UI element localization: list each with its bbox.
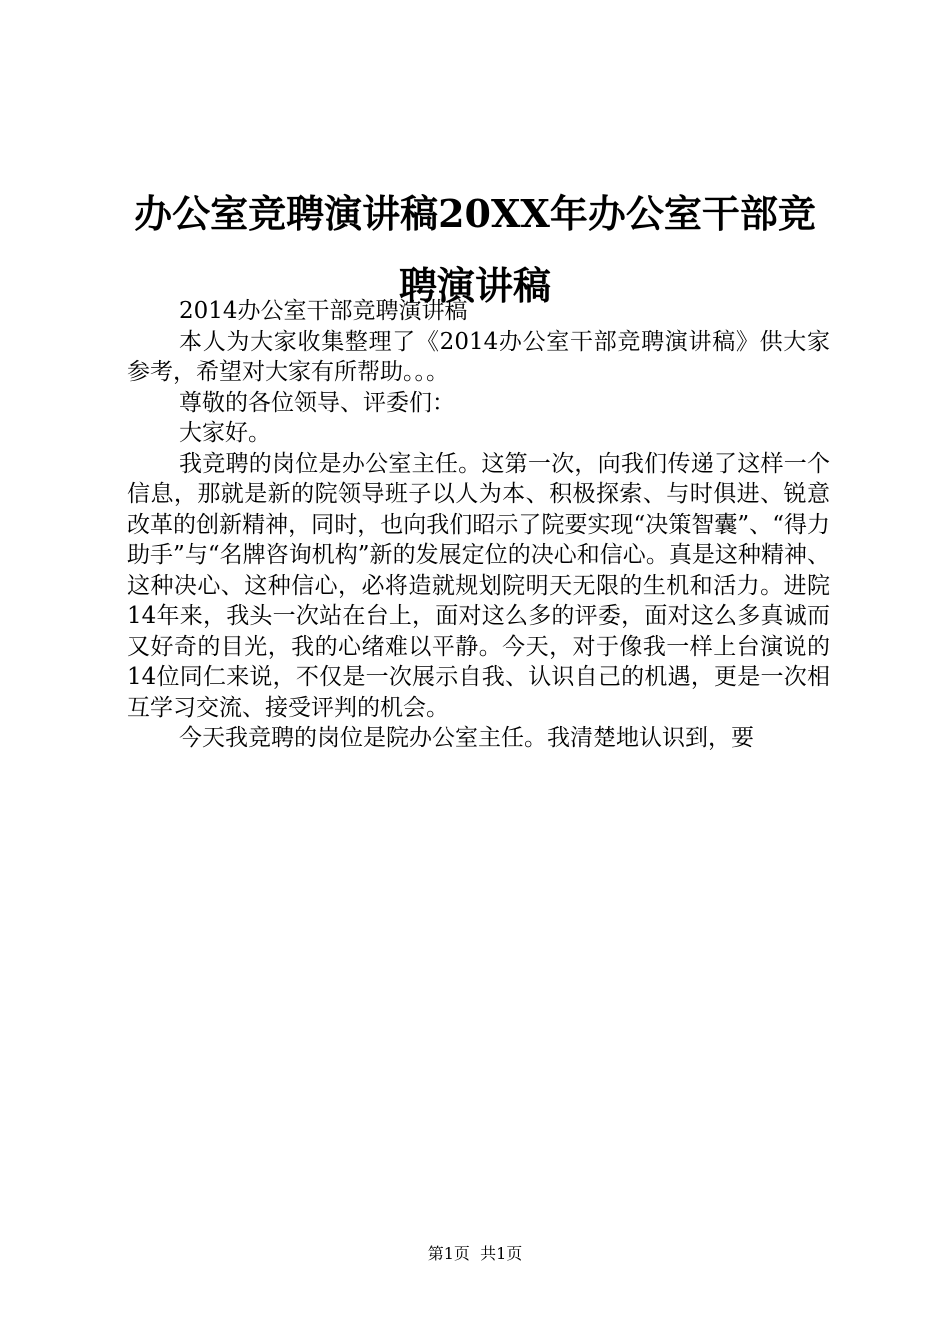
document-title: 办公室竞聘演讲稿20XX年办公室干部竞聘演讲稿	[134, 191, 816, 308]
paragraph-main: 我竞聘的岗位是办公室主任。这第一次，向我们传递了这样一个信息，那就是新的院领导班子以人为本、积极探索、与时俱进、锐意改革的创新精神，同时，也向我们昭示了院要实现“决策智囊”、“得力助手”与“名牌咨询机构”新的发展定位的决心和信心。真是这种精神、这种决心、这种信心，必将造就规划院明天无限的生机和活力。进院14年来，我头一次站在台上，面对这么多的评委，面对这么多真诚而又好奇的目光，我的心绪难以平静。今天，对于像我一样上台演说的14位同仁来说，不仅是一次展示自我、认识自己的机遇，更是一次相互学习交流、接受评判的机会。	[127, 450, 830, 721]
paragraph-greeting: 大家好。	[179, 420, 271, 446]
page-footer	[0, 1242, 950, 1266]
paragraph-salutation: 尊敬的各位领导、评委们：	[179, 389, 455, 416]
paragraph-continued: 今天我竞聘的岗位是院办公室主任。我清楚地认识到，要	[179, 725, 754, 751]
document-body	[127, 296, 830, 754]
page-number: 第1页	[427, 1244, 470, 1263]
paragraph-intro: 本人为大家收集整理了《2014办公室干部竞聘演讲稿》供大家参考，希望对大家有所帮助。。。	[127, 328, 830, 385]
footer-separator	[470, 1244, 480, 1263]
page-total: 共1页	[480, 1244, 523, 1263]
paragraph-subtitle: 2014办公室干部竞聘演讲稿	[179, 298, 468, 324]
